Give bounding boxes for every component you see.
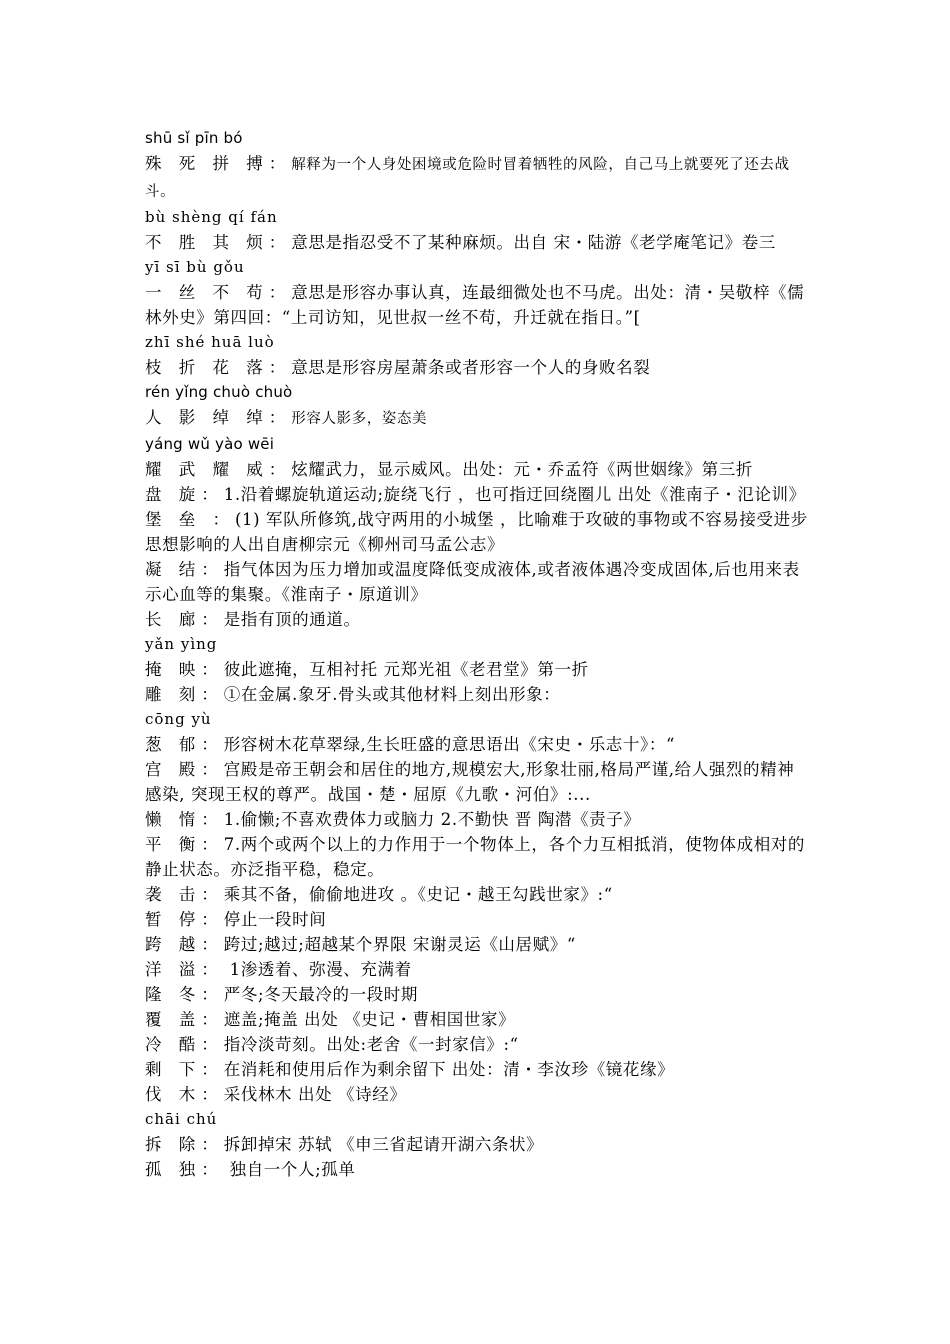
vocab-definition: 炫耀武力，显示威风。出处：元・乔孟符《两世姻缘》第三折 [291, 460, 753, 479]
vocab-entry [145, 1057, 810, 1082]
vocab-entry [145, 405, 810, 432]
vocab-entry [145, 457, 810, 482]
vocab-entry [145, 832, 810, 882]
vocab-definition: 意思是指忍受不了某种麻烦。出自 宋・陆游《老学庵笔记》卷三 [291, 233, 776, 252]
vocab-term: 宫 殿： [145, 760, 224, 779]
vocab-entry [145, 757, 810, 807]
vocab-entry [145, 682, 810, 707]
pinyin-line: bù shèng qí fán [145, 208, 278, 226]
vocab-definition: 指冷淡苛刻。出处:老舍《一封家信》:“ [223, 1035, 519, 1054]
vocab-definition: 严冬;冬天最冷的一段时期 [223, 985, 419, 1004]
vocab-definition: 1.沿着螺旋轨道运动;旋绕飞行 ，也可指迂回绕圈儿 出处《淮南子・氾论训》 [223, 485, 806, 504]
pinyin-line: rén yǐng chuò chuò [145, 383, 293, 401]
pinyin-line: zhī shé huā luò [145, 333, 275, 351]
vocab-definition: 宫殿是帝王朝会和居住的地方,规模宏大,形象壮丽,格局严谨,给人强烈的精神感染, 突现王权的尊严。战国・楚・屈原《九歌・河伯》:... [145, 760, 795, 804]
vocab-definition: 形容人影多，姿态美 [291, 411, 428, 427]
vocab-term: 盘 旋： [145, 485, 224, 504]
pinyin-line: shū sǐ pīn bó [145, 129, 243, 147]
vocab-entry [145, 932, 810, 957]
vocab-term: 洋 溢： [145, 960, 224, 979]
vocab-entry [145, 882, 810, 907]
vocab-entry [145, 607, 810, 632]
vocab-entry [145, 657, 810, 682]
vocab-term: 暂 停： [145, 910, 224, 929]
vocab-entry [145, 230, 810, 255]
vocab-term: 懒 惰： [145, 810, 224, 829]
vocab-term: 长 廊： [145, 610, 224, 629]
pinyin-line: yǎn yìng [145, 635, 218, 653]
vocab-entry [145, 1157, 810, 1182]
vocab-definition: 遮盖;掩盖 出处 《史记・曹相国世家》 [223, 1010, 516, 1029]
vocab-definition: 解释为一个人身处困境或危险时冒着牺牲的风险，自己马上就要死了还去战斗。 [145, 157, 790, 200]
vocab-definition: 独自一个人;孤单 [223, 1160, 356, 1179]
vocab-term: 冷 酷： [145, 1035, 224, 1054]
vocab-definition: 7.两个或两个以上的力作用于一个物体上，各个力互相抵消，使物体成相对的静止状态。亦泛指平稳，稳定。 [145, 835, 805, 879]
vocabulary-list [145, 126, 810, 1182]
vocab-definition: 彼此遮掩，互相衬托 元郑光祖《老君堂》第一折 [223, 660, 589, 679]
vocab-term: 殊 死 拼 搏： [145, 154, 292, 173]
vocab-term: 剩 下： [145, 1060, 224, 1079]
vocab-term: 掩 映： [145, 660, 224, 679]
vocab-definition: (1) 军队所修筑,战守两用的小城堡 ，比喻难于攻破的事物或不容易接受进步思想影响的人出自唐柳宗元《柳州司马孟公志》 [145, 510, 808, 554]
vocab-entry [145, 280, 810, 330]
vocab-definition: 是指有顶的通道。 [223, 610, 361, 629]
vocab-entry [145, 732, 810, 757]
pinyin-line: yī sī bù gǒu [145, 258, 245, 276]
vocab-term: 覆 盖： [145, 1010, 224, 1029]
vocab-term: 孤 独： [145, 1160, 224, 1179]
vocab-term: 凝 结： [145, 560, 224, 579]
vocab-term: 葱 郁： [145, 735, 224, 754]
vocab-term: 枝 折 花 落： [145, 358, 292, 377]
vocab-definition: ①在金属.象牙.骨头或其他材料上刻出形象： [223, 685, 561, 704]
vocab-entry [145, 807, 810, 832]
vocab-definition: 在消耗和使用后作为剩余留下 出处：清・李汝珍《镜花缘》 [223, 1060, 675, 1079]
vocab-entry [145, 557, 810, 607]
vocab-entry [145, 1132, 810, 1157]
vocab-term: 袭 击： [145, 885, 224, 904]
vocab-term: 一 丝 不 苟： [145, 283, 292, 302]
vocab-definition: 1渗透着、弥漫、充满着 [223, 960, 412, 979]
vocab-definition: 意思是形容办事认真，连最细微处也不马虎。出处：清・吴敬梓《儒林外史》第四回：“上司访知，见世叔一丝不苟，升迁就在指日。”[ [145, 283, 805, 327]
vocab-term: 平 衡： [145, 835, 224, 854]
vocab-definition: 指气体因为压力增加或温度降低变成液体,或者液体遇冷变成固体,后也用来表示心血等的集聚。《淮南子・原道训》 [145, 560, 800, 604]
vocab-term: 拆 除： [145, 1135, 224, 1154]
vocab-entry [145, 507, 810, 557]
vocab-term: 隆 冬： [145, 985, 224, 1004]
vocab-definition: 1.偷懒;不喜欢费体力或脑力 2.不勤快 晋 陶潜《责子》 [223, 810, 641, 829]
vocab-definition: 拆卸掉宋 苏轼 《申三省起请开湖六条状》 [223, 1135, 544, 1154]
pinyin-line: yáng wǔ yào wēi [145, 435, 275, 453]
vocab-definition: 停止一段时间 [223, 910, 327, 929]
vocab-definition: 跨过;越过;超越某个界限 宋谢灵运《山居赋》“ [223, 935, 576, 954]
vocab-entry [145, 1082, 810, 1107]
vocab-term: 人 影 绰 绰： [145, 408, 292, 427]
vocab-term: 耀 武 耀 威： [145, 460, 292, 479]
pinyin-line: cōng yù [145, 710, 212, 728]
vocab-term: 伐 木： [145, 1085, 224, 1104]
vocab-definition: 乘其不备，偷偷地进攻 。《史记・越王勾践世家》:“ [223, 885, 613, 904]
vocab-entry [145, 907, 810, 932]
vocab-definition: 意思是形容房屋萧条或者形容一个人的身败名裂 [291, 358, 651, 377]
vocab-entry [145, 1007, 810, 1032]
vocab-entry [145, 982, 810, 1007]
vocab-entry [145, 482, 810, 507]
vocab-entry [145, 355, 810, 380]
vocab-entry [145, 1032, 810, 1057]
vocab-term: 堡 垒 ： [145, 510, 235, 529]
vocab-definition: 形容树木花草翠绿,生长旺盛的意思语出《宋史・乐志十》：“ [223, 735, 675, 754]
vocab-entry [145, 151, 810, 205]
vocab-term: 跨 越： [145, 935, 224, 954]
vocab-entry [145, 957, 810, 982]
pinyin-line: chāi chú [145, 1110, 218, 1128]
vocab-term: 不 胜 其 烦： [145, 233, 292, 252]
vocab-term: 雕 刻： [145, 685, 224, 704]
vocab-definition: 采伐林木 出处 《诗经》 [223, 1085, 407, 1104]
